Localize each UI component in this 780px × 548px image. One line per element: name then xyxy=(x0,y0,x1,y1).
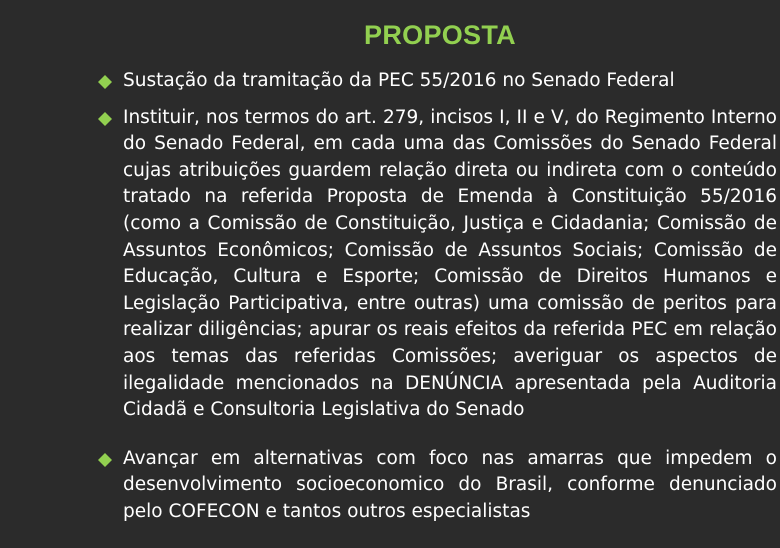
bullet-list xyxy=(97,68,777,548)
slide-title: PROPOSTA xyxy=(364,20,516,50)
bullet-item xyxy=(97,446,777,526)
diamond-bullet-icon xyxy=(98,75,112,89)
bullet-text: Sustação da tramitação da PEC 55/2016 no Senado Federal xyxy=(123,70,675,91)
bullet-text: Instituir, nos termos do art. 279, incisos I, II e V, do Regimento Interno do Senado Federal, em cada uma das Comissões do Senado Federal cujas atribuições guardem relação direta ou indireta com o conteúdo tratado na referida Proposta de Emenda à Constituição 55/2016 (como a Comissão de Constituição, Justiça e Cidadania; Comissão de Assuntos Econômicos; Comissão de Assuntos Sociais; Comissão de Educação, Cultura e Esporte; Comissão de Direitos Humanos e Legislação Participativa, entre outras) uma comissão de peritos para realizar diligências; apurar os reais efeitos da referida PEC em relação aos temas das referidas Comissões; averiguar os aspectos de ilegalidade mencionados na DENÚNCIA apresentada pela Auditoria Cidadã e Consultoria Legislativa do Senado xyxy=(123,106,777,421)
bullet-item xyxy=(97,105,777,424)
bullet-text: Avançar em alternativas com foco nas amarras que impedem o desenvolvimento socioeconomico do Brasil, conforme denunciado pelo COFECON e tantos outros especialistas xyxy=(123,447,777,522)
diamond-bullet-icon xyxy=(98,453,112,467)
bullet-item xyxy=(97,68,777,95)
diamond-bullet-icon xyxy=(98,112,112,126)
